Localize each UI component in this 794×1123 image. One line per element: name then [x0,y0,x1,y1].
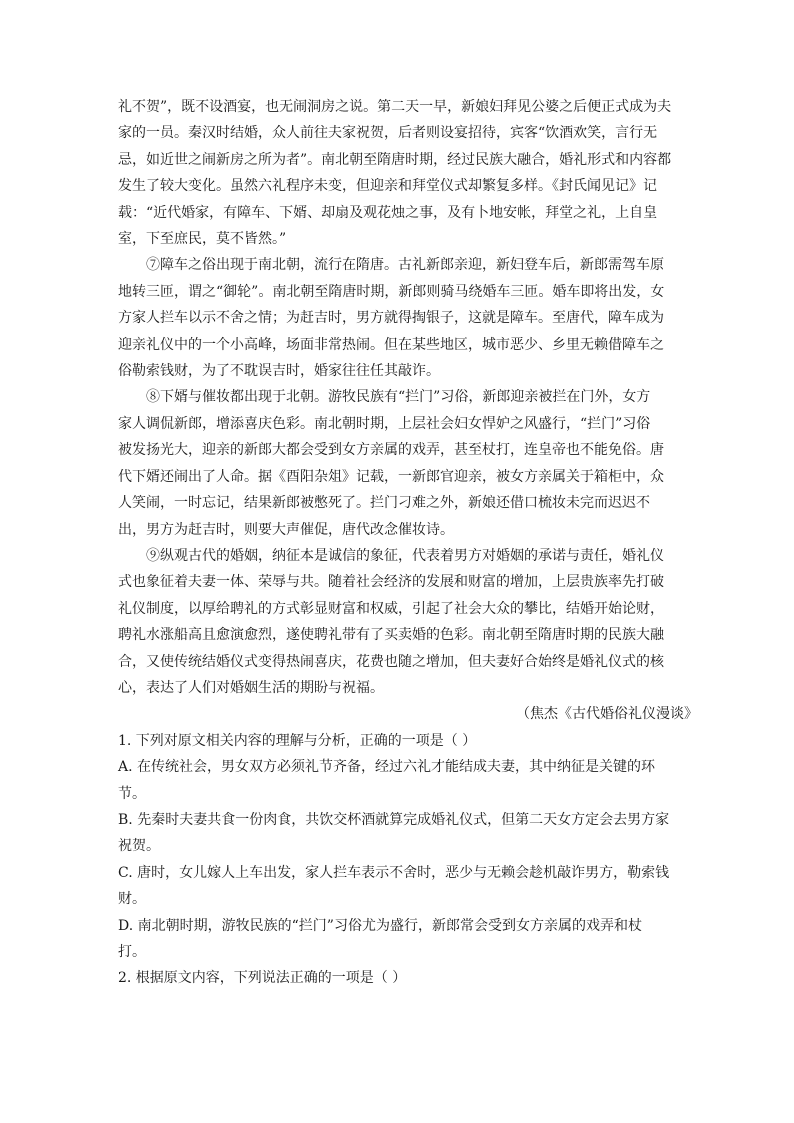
option-a[interactable] [118,754,698,807]
text-line: 室，下至庶民，莫不皆然。” [118,231,287,248]
text-line: 聘礼水涨船高且愈演愈烈，遂使聘礼带有了买卖婚的色彩。南北朝至隋唐时期的民族大融 [118,627,664,644]
text-line: ⑨纵观古代的婚姻，纳征本是诚信的象征，代表着男方对婚姻的承诺与责任，婚礼仪 [146,547,664,564]
option-d[interactable] [118,913,698,966]
question-1 [118,728,698,966]
text-line: 财。 [118,891,146,908]
text-line: 家人调侃新郎，增添喜庆色彩。南北朝时期，上层社会妇女悍妒之风盛行，“拦门”习俗 [118,415,651,432]
paragraph-continued [118,94,698,252]
text-line: A. 在传统社会，男女双方必须礼节齐备，经过六礼才能结成夫妻，其中纳征是关键的环 [118,759,656,776]
text-line: 礼仪制度，以厚给聘礼的方式彰显财富和权威，引起了社会大众的攀比，结婚开始论财， [118,600,664,617]
text-line: ⑦障车之俗出现于南北朝，流行在隋唐。古礼新郎亲迎，新妇登车后，新郎需驾车原 [146,257,664,274]
text-line: C. 唐时，女儿嫁人上车出发，家人拦车表示不舍时，恶少与无赖会趁机敲诈男方，勒索钱 [118,864,670,881]
text-line: 地转三匝，谓之“御轮”。南北朝至隋唐时期，新郎则骑马绕婚车三匝。婚车即将出发，女 [118,283,665,300]
text-line: 祝贺。 [118,838,160,855]
option-b[interactable] [118,807,698,860]
text-line: 礼不贺”，既不设酒宴，也无闹洞房之说。第二天一早，新娘妇拜见公婆之后便正式成为夫 [118,99,672,115]
text-line: 代下婿还闹出了人命。据《酉阳杂俎》记载，一新郎官迎亲，被女方亲属关于箱柜中，众 [118,468,664,485]
text-line: D. 南北朝时期，游牧民族的“拦门”习俗尤为盛行，新郎常会受到女方亲属的戏弄和杖 [118,917,642,934]
question-2 [118,965,698,991]
text-line: 出，男方为赶吉时，则要大声催促，唐代改念催妆诗。 [118,521,454,538]
text-line: 方家人拦车以示不舍之情；为赶吉时，男方就得掏银子，这就是障车。至唐代，障车成为 [118,310,664,327]
article-body [118,94,698,728]
text-line: 式也象征着夫妻一体、荣辱与共。随着社会经济的发展和财富的增加，上层贵族率先打破 [118,574,664,591]
paragraph-7 [118,252,698,384]
question-stem: 1. 下列对原文相关内容的理解与分析，正确的一项是（ ） [118,732,477,749]
text-line: 忌，如近世之闹新房之所为者”。南北朝至隋唐时期，经过民族大融合，婚礼形式和内容都 [118,151,672,168]
text-line: 迎亲礼仪中的一个小高峰，场面非常热闹。但在某些地区，城市恶少、乡里无赖借障车之 [118,336,664,353]
text-line: 合，又使传统结婚仪式变得热闹喜庆，花费也随之增加，但夫妻好合始终是婚礼仪式的核 [118,653,664,670]
text-line: B. 先秦时夫妻共食一份肉食，共饮交杯酒就算完成婚礼仪式，但第二天女方定会去男方家 [118,811,670,828]
text-line: ⑧下婿与催妆都出现于北朝。游牧民族有“拦门”习俗，新郎迎亲被拦在门外，女方 [146,389,651,406]
text-line: 被发扬光大，迎亲的新郎大都会受到女方亲属的戏弄，甚至杖打，连皇帝也不能免俗。唐 [118,442,664,459]
text-line: 俗勒索钱财，为了不耽误吉时，婚家往往任其敲诈。 [118,363,440,380]
text-line: 载：“近代婚家，有障车、下婿、却扇及观花烛之事，及有卜地安帐，拜堂之礼，上自皇 [118,204,658,221]
paragraph-8 [118,384,698,542]
text-line: 打。 [118,944,146,960]
question-stem: 2. 根据原文内容，下列说法正确的一项是（ ） [118,970,407,987]
text-line: 家的一员。秦汉时结婚，众人前往夫家祝贺，后者则设宴招待，宾客“饮酒欢笑，言行无 [118,125,658,142]
text-line: 心，表达了人们对婚姻生活的期盼与祝福。 [118,679,384,696]
option-c[interactable] [118,860,698,913]
text-line: 发生了较大变化。虽然六礼程序未变，但迎亲和拜堂仪式却繁复多样。《封氏闻见记》记 [118,178,657,195]
paragraph-9 [118,543,698,701]
text-line: 人笑闹，一时忘记，结果新郎被憋死了。拦门刁难之外，新娘还借口梳妆未完而迟迟不 [118,495,650,512]
text-line: 节。 [118,785,146,802]
source-citation: （焦杰《古代婚俗礼仪漫谈》 [516,706,698,723]
